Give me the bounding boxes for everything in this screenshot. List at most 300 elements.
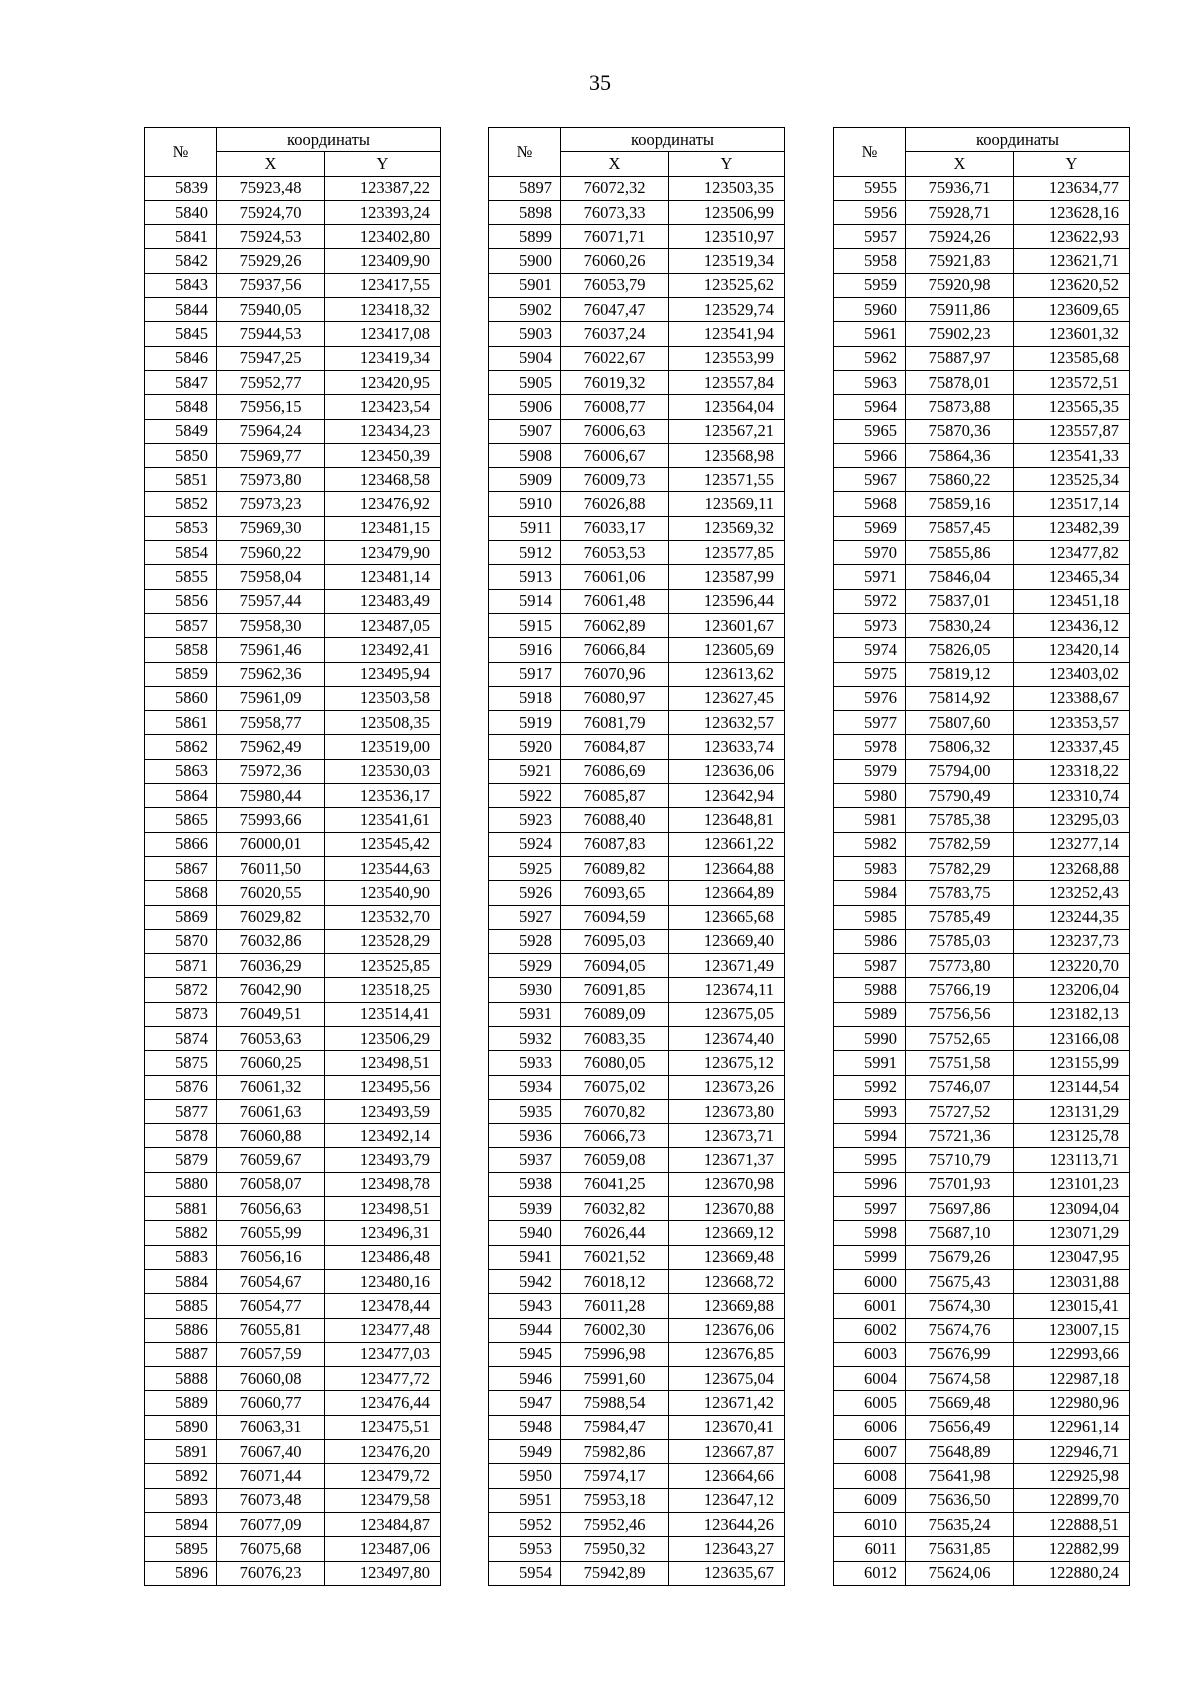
coord-x: 75937,56 [217, 273, 325, 297]
point-number: 5983 [834, 856, 906, 880]
coord-x: 75940,05 [217, 298, 325, 322]
table-row [145, 370, 441, 394]
coord-x: 75923,48 [217, 176, 325, 200]
table-row [834, 856, 1130, 880]
coord-y: 123094,04 [1014, 1197, 1130, 1221]
point-number: 6011 [834, 1537, 906, 1561]
point-number: 6004 [834, 1367, 906, 1391]
point-number: 5984 [834, 881, 906, 905]
coord-x: 76071,44 [217, 1464, 325, 1488]
coord-x: 76054,77 [217, 1294, 325, 1318]
point-number: 5880 [145, 1172, 217, 1196]
coord-x: 75873,88 [906, 395, 1014, 419]
coord-y: 123613,62 [669, 662, 785, 686]
table-row [489, 1537, 785, 1561]
coord-y: 123671,49 [669, 954, 785, 978]
point-number: 5906 [489, 395, 561, 419]
table-row [489, 832, 785, 856]
coord-y: 123572,51 [1014, 370, 1130, 394]
coord-x: 76006,67 [561, 443, 669, 467]
table-row [834, 1172, 1130, 1196]
table-row [145, 1026, 441, 1050]
coord-y: 123498,51 [325, 1051, 441, 1075]
coord-y: 123633,74 [669, 735, 785, 759]
point-number: 5957 [834, 225, 906, 249]
table-row [834, 613, 1130, 637]
point-number: 5952 [489, 1512, 561, 1536]
table-row [145, 419, 441, 443]
point-number: 5946 [489, 1367, 561, 1391]
coord-x: 76060,08 [217, 1367, 325, 1391]
table-row [145, 686, 441, 710]
coord-x: 76041,25 [561, 1172, 669, 1196]
coord-y: 123477,72 [325, 1367, 441, 1391]
coord-x: 75794,00 [906, 759, 1014, 783]
point-number: 5870 [145, 929, 217, 953]
table-row [489, 1269, 785, 1293]
table-row [145, 1294, 441, 1318]
coord-x: 75864,36 [906, 443, 1014, 467]
point-number: 6008 [834, 1464, 906, 1488]
point-number: 5986 [834, 929, 906, 953]
coord-y: 123528,29 [325, 929, 441, 953]
table-row [489, 711, 785, 735]
point-number: 5869 [145, 905, 217, 929]
point-number: 5883 [145, 1245, 217, 1269]
coord-y: 123451,18 [1014, 589, 1130, 613]
point-number: 5845 [145, 322, 217, 346]
point-number: 5893 [145, 1488, 217, 1512]
point-number: 5948 [489, 1415, 561, 1439]
coord-x: 76066,84 [561, 638, 669, 662]
coordinates-table-2 [488, 127, 785, 1586]
coord-y: 123479,58 [325, 1488, 441, 1512]
coord-y: 123514,41 [325, 1002, 441, 1026]
table-row [145, 662, 441, 686]
point-number: 5993 [834, 1099, 906, 1123]
point-number: 6005 [834, 1391, 906, 1415]
coord-y: 123508,35 [325, 711, 441, 735]
table-row [834, 1026, 1130, 1050]
coord-x: 76067,40 [217, 1440, 325, 1464]
coord-x: 75790,49 [906, 784, 1014, 808]
page-number: 35 [589, 70, 611, 95]
point-number: 5945 [489, 1342, 561, 1366]
coord-x: 76032,86 [217, 929, 325, 953]
point-number: 5871 [145, 954, 217, 978]
table-row [489, 1440, 785, 1464]
coord-y: 123295,03 [1014, 808, 1130, 832]
table-row [489, 856, 785, 880]
table-row [145, 1075, 441, 1099]
point-number: 5944 [489, 1318, 561, 1342]
table-row [489, 1294, 785, 1318]
coord-y: 123418,32 [325, 298, 441, 322]
coord-x: 75746,07 [906, 1075, 1014, 1099]
table-row [834, 395, 1130, 419]
table-row [145, 784, 441, 808]
coord-x: 76083,35 [561, 1026, 669, 1050]
coord-x: 76060,25 [217, 1051, 325, 1075]
coord-x: 76084,87 [561, 735, 669, 759]
coord-x: 76020,55 [217, 881, 325, 905]
coord-x: 75624,06 [906, 1561, 1014, 1585]
coord-y: 123529,74 [669, 298, 785, 322]
point-number: 6001 [834, 1294, 906, 1318]
table-row [145, 856, 441, 880]
coord-x: 75727,52 [906, 1099, 1014, 1123]
table-row [489, 492, 785, 516]
coordinates-table-1 [144, 127, 441, 1586]
coord-y: 123669,88 [669, 1294, 785, 1318]
coord-x: 75924,70 [217, 200, 325, 224]
coord-y: 123388,67 [1014, 686, 1130, 710]
point-number: 5933 [489, 1051, 561, 1075]
header-number: № [145, 128, 217, 177]
table-row [145, 1051, 441, 1075]
table-row [145, 881, 441, 905]
table-row [489, 1026, 785, 1050]
table-row [489, 322, 785, 346]
point-number: 5873 [145, 1002, 217, 1026]
point-number: 5847 [145, 370, 217, 394]
coord-y: 123564,04 [669, 395, 785, 419]
table-row [145, 735, 441, 759]
point-number: 5997 [834, 1197, 906, 1221]
coord-x: 75944,53 [217, 322, 325, 346]
table-row [145, 1124, 441, 1148]
coord-x: 76088,40 [561, 808, 669, 832]
coord-y: 123402,80 [325, 225, 441, 249]
coord-x: 76021,52 [561, 1245, 669, 1269]
coord-y: 123434,23 [325, 419, 441, 443]
coord-y: 123609,65 [1014, 298, 1130, 322]
coord-y: 123506,99 [669, 200, 785, 224]
coord-x: 76011,28 [561, 1294, 669, 1318]
point-number: 5853 [145, 516, 217, 540]
table-row [834, 492, 1130, 516]
coord-y: 123536,17 [325, 784, 441, 808]
coord-x: 76056,63 [217, 1197, 325, 1221]
coord-x: 75721,36 [906, 1124, 1014, 1148]
table-row [145, 1148, 441, 1172]
coord-x: 76042,90 [217, 978, 325, 1002]
coord-y: 123465,34 [1014, 565, 1130, 589]
coord-x: 75830,24 [906, 613, 1014, 637]
table-row [145, 492, 441, 516]
coord-y: 123155,99 [1014, 1051, 1130, 1075]
coord-y: 123419,34 [325, 346, 441, 370]
point-number: 6003 [834, 1342, 906, 1366]
table-row [145, 1269, 441, 1293]
coord-x: 75751,58 [906, 1051, 1014, 1075]
table-row [489, 249, 785, 273]
point-number: 5882 [145, 1221, 217, 1245]
coord-y: 123525,62 [669, 273, 785, 297]
coord-y: 123492,14 [325, 1124, 441, 1148]
table-row [489, 443, 785, 467]
coord-x: 76037,24 [561, 322, 669, 346]
coord-y: 123450,39 [325, 443, 441, 467]
coord-x: 75956,15 [217, 395, 325, 419]
table-row [489, 881, 785, 905]
point-number: 5894 [145, 1512, 217, 1536]
coord-y: 123635,67 [669, 1561, 785, 1585]
coord-y: 123661,22 [669, 832, 785, 856]
coord-x: 75996,98 [561, 1342, 669, 1366]
coord-y: 123673,80 [669, 1099, 785, 1123]
coord-y: 122946,71 [1014, 1440, 1130, 1464]
coord-x: 75958,04 [217, 565, 325, 589]
table-row [489, 1391, 785, 1415]
table-row [489, 1148, 785, 1172]
table-row [145, 541, 441, 565]
table-row [489, 735, 785, 759]
coord-y: 123676,85 [669, 1342, 785, 1366]
coord-y: 123518,25 [325, 978, 441, 1002]
coord-y: 123131,29 [1014, 1099, 1130, 1123]
coord-x: 75679,26 [906, 1245, 1014, 1269]
coord-x: 76070,82 [561, 1099, 669, 1123]
coord-x: 76056,16 [217, 1245, 325, 1269]
coord-y: 123634,77 [1014, 176, 1130, 200]
coord-y: 123468,58 [325, 468, 441, 492]
table-row [489, 1464, 785, 1488]
coord-x: 75782,59 [906, 832, 1014, 856]
coord-y: 123628,16 [1014, 200, 1130, 224]
coord-x: 76011,50 [217, 856, 325, 880]
coord-x: 76022,67 [561, 346, 669, 370]
point-number: 5939 [489, 1197, 561, 1221]
coord-y: 123417,08 [325, 322, 441, 346]
coord-x: 75974,17 [561, 1464, 669, 1488]
coord-x: 76087,83 [561, 832, 669, 856]
point-number: 5895 [145, 1537, 217, 1561]
coord-x: 75826,05 [906, 638, 1014, 662]
coord-y: 123268,88 [1014, 856, 1130, 880]
coordinates-table-3 [833, 127, 1130, 1586]
coord-y: 123541,33 [1014, 443, 1130, 467]
point-number: 6010 [834, 1512, 906, 1536]
table-row [489, 468, 785, 492]
table-row [145, 1488, 441, 1512]
table-row [834, 176, 1130, 200]
point-number: 5846 [145, 346, 217, 370]
coord-x: 75958,77 [217, 711, 325, 735]
table-row [489, 200, 785, 224]
table-row [145, 711, 441, 735]
table-row [489, 176, 785, 200]
coord-x: 76057,59 [217, 1342, 325, 1366]
table-row [489, 784, 785, 808]
coord-y: 122888,51 [1014, 1512, 1130, 1536]
coord-y: 123337,45 [1014, 735, 1130, 759]
point-number: 5910 [489, 492, 561, 516]
point-number: 5930 [489, 978, 561, 1002]
coord-x: 75924,53 [217, 225, 325, 249]
point-number: 5855 [145, 565, 217, 589]
point-number: 5937 [489, 1148, 561, 1172]
coord-x: 76060,88 [217, 1124, 325, 1148]
coord-y: 123541,94 [669, 322, 785, 346]
coord-y: 123675,05 [669, 1002, 785, 1026]
coord-x: 76094,59 [561, 905, 669, 929]
coord-y: 123476,92 [325, 492, 441, 516]
header-x: X [561, 152, 669, 176]
coord-x: 75631,85 [906, 1537, 1014, 1561]
table-row [834, 516, 1130, 540]
coord-y: 123664,89 [669, 881, 785, 905]
coord-y: 123568,98 [669, 443, 785, 467]
table-row [834, 784, 1130, 808]
coord-x: 76062,89 [561, 613, 669, 637]
coord-x: 76053,79 [561, 273, 669, 297]
table-row [145, 978, 441, 1002]
point-number: 5982 [834, 832, 906, 856]
coord-x: 76061,48 [561, 589, 669, 613]
coord-y: 123007,15 [1014, 1318, 1130, 1342]
coord-x: 76073,48 [217, 1488, 325, 1512]
table-row [834, 1367, 1130, 1391]
point-number: 5861 [145, 711, 217, 735]
table-row [489, 1245, 785, 1269]
coord-x: 76070,96 [561, 662, 669, 686]
coord-x: 76059,08 [561, 1148, 669, 1172]
coord-y: 123587,99 [669, 565, 785, 589]
table-row [489, 395, 785, 419]
coord-y: 123166,08 [1014, 1026, 1130, 1050]
point-number: 5854 [145, 541, 217, 565]
table-row [834, 1537, 1130, 1561]
point-number: 5844 [145, 298, 217, 322]
coord-y: 123237,73 [1014, 929, 1130, 953]
coord-x: 75960,22 [217, 541, 325, 565]
point-number: 5863 [145, 759, 217, 783]
coord-y: 123670,98 [669, 1172, 785, 1196]
table-row [834, 638, 1130, 662]
coord-x: 76018,12 [561, 1269, 669, 1293]
coord-y: 123476,44 [325, 1391, 441, 1415]
point-number: 5985 [834, 905, 906, 929]
coord-y: 123436,12 [1014, 613, 1130, 637]
table-row [145, 613, 441, 637]
point-number: 5927 [489, 905, 561, 929]
coord-x: 76075,02 [561, 1075, 669, 1099]
point-number: 5981 [834, 808, 906, 832]
coord-y: 123636,06 [669, 759, 785, 783]
table-row [834, 249, 1130, 273]
coord-x: 76055,99 [217, 1221, 325, 1245]
coord-x: 75766,19 [906, 978, 1014, 1002]
table-row [834, 1561, 1130, 1585]
coord-y: 123517,14 [1014, 492, 1130, 516]
table-row [489, 905, 785, 929]
coord-y: 123622,93 [1014, 225, 1130, 249]
point-number: 5955 [834, 176, 906, 200]
coord-x: 76075,68 [217, 1537, 325, 1561]
table-row [834, 1440, 1130, 1464]
point-number: 5950 [489, 1464, 561, 1488]
coord-y: 122993,66 [1014, 1342, 1130, 1366]
coord-x: 76055,81 [217, 1318, 325, 1342]
point-number: 5886 [145, 1318, 217, 1342]
coord-x: 76053,63 [217, 1026, 325, 1050]
coord-x: 75982,86 [561, 1440, 669, 1464]
point-number: 5872 [145, 978, 217, 1002]
table-row [834, 808, 1130, 832]
coord-x: 75928,71 [906, 200, 1014, 224]
header-x: X [906, 152, 1014, 176]
coord-x: 75953,18 [561, 1488, 669, 1512]
header-y: Y [1014, 152, 1130, 176]
coord-y: 123647,12 [669, 1488, 785, 1512]
point-number: 5959 [834, 273, 906, 297]
coord-y: 123071,29 [1014, 1221, 1130, 1245]
point-number: 5995 [834, 1148, 906, 1172]
coord-y: 123403,02 [1014, 662, 1130, 686]
table-row [489, 638, 785, 662]
table-row [489, 1051, 785, 1075]
table-row [145, 516, 441, 540]
table-row [834, 1269, 1130, 1293]
coord-x: 75921,83 [906, 249, 1014, 273]
table-row [834, 589, 1130, 613]
table-row [834, 322, 1130, 346]
coord-x: 75697,86 [906, 1197, 1014, 1221]
point-number: 5888 [145, 1367, 217, 1391]
table-row [834, 881, 1130, 905]
point-number: 5966 [834, 443, 906, 467]
point-number: 5899 [489, 225, 561, 249]
point-number: 5961 [834, 322, 906, 346]
coord-x: 76072,32 [561, 176, 669, 200]
coord-y: 123420,95 [325, 370, 441, 394]
coord-y: 123541,61 [325, 808, 441, 832]
coord-y: 123667,87 [669, 1440, 785, 1464]
table-row [489, 686, 785, 710]
table-row [489, 1075, 785, 1099]
point-number: 5848 [145, 395, 217, 419]
coord-x: 76080,05 [561, 1051, 669, 1075]
coord-x: 75962,49 [217, 735, 325, 759]
coord-y: 123669,12 [669, 1221, 785, 1245]
point-number: 5884 [145, 1269, 217, 1293]
coord-x: 75814,92 [906, 686, 1014, 710]
coord-y: 123503,58 [325, 686, 441, 710]
coord-y: 123675,04 [669, 1367, 785, 1391]
coord-y: 123310,74 [1014, 784, 1130, 808]
table-row [834, 978, 1130, 1002]
point-number: 5953 [489, 1537, 561, 1561]
coord-x: 75648,89 [906, 1440, 1014, 1464]
coord-y: 123493,79 [325, 1148, 441, 1172]
coord-y: 123481,14 [325, 565, 441, 589]
point-number: 5842 [145, 249, 217, 273]
table-row [489, 1415, 785, 1439]
coord-x: 76006,63 [561, 419, 669, 443]
point-number: 5851 [145, 468, 217, 492]
table-row [145, 954, 441, 978]
table-row [489, 1318, 785, 1342]
table-row [834, 541, 1130, 565]
point-number: 5839 [145, 176, 217, 200]
table-row [834, 1221, 1130, 1245]
point-number: 5840 [145, 200, 217, 224]
coord-x: 76054,67 [217, 1269, 325, 1293]
coord-y: 123664,88 [669, 856, 785, 880]
point-number: 5881 [145, 1197, 217, 1221]
coord-x: 75920,98 [906, 273, 1014, 297]
